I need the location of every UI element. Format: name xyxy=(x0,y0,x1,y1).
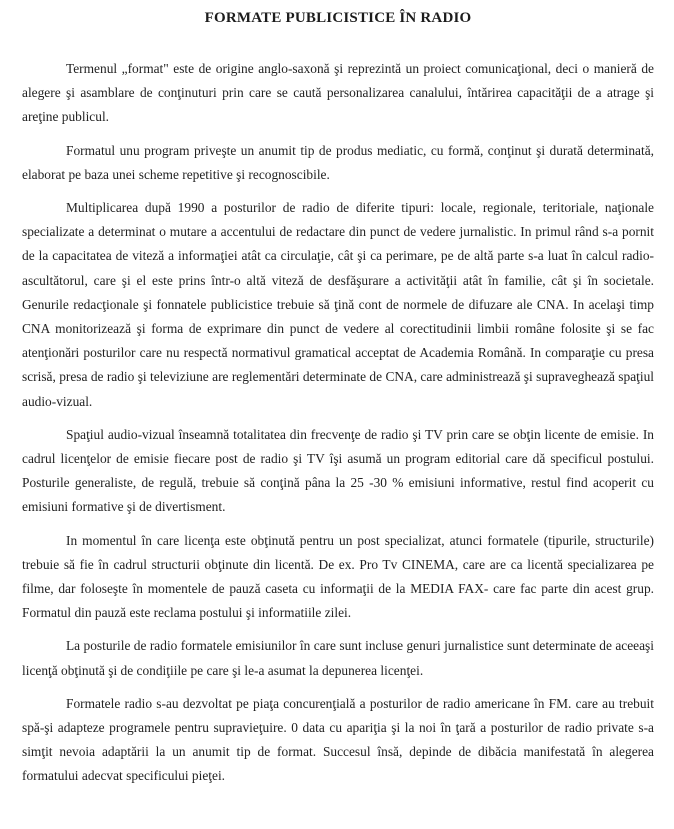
paragraph: Formatele radio s-au dezvoltat pe piaţa concurenţială a posturilor de radio americane în FM. care au trebuit spă-şi adapteze programele pentru supravieţuire. 0 data cu apariţia şi la noi în ţară a posturilor de radio private s-a simţit nevoia adaptării la un anumit tip de format. Succesul însă, depinde de dibăcia manifestată în alegerea formatului adecvat specificului pieţei. xyxy=(22,695,654,784)
paragraph: In momentul în care licenţa este obţinută pentru un post specializat, atunci formatele (tipurile, structurile) trebuie să fie în cadrul structurii obţinute din licentă. De ex. Pro Tv CINEMA, care are ca licentă specializarea pe filme, dar foloseşte în momentele de pauză caseta cu informaţii de la MEDIA FAX- care fac parte din acest grup. Formatul din pauză este reclama postului şi informatiile zilei. xyxy=(22,532,654,621)
paragraph: Formatul unu program priveşte un anumit tip de produs mediatic, cu formă, conţinut şi durată determinată, elaborat pe baza unei scheme repetitive şi recognoscibile. xyxy=(22,142,654,182)
paragraph: Termenul „format" este de origine anglo-saxonă şi reprezintă un proiect comunicaţional, deci o manieră de alegere şi asamblare de conţinuturi prin care se caută personalizarea canalului, întărirea capacităţii de a atrage şi areţine publicul. xyxy=(22,61,654,125)
document-body xyxy=(22,57,654,789)
document-title: FORMATE PUBLICISTICE ÎN RADIO xyxy=(204,10,472,26)
paragraph: Spaţiul audio-vizual înseamnă totalitatea din frecvenţe de radio şi TV prin care se obţin licente de emisie. In cadrul licenţelor de emisie fiecare post de radio şi TV îşi asumă un program editorial care dă specificul postului. Posturile generaliste, de regulă, trebuie să conţină pâna la 25 -30 % emisiuni informative, restul find acoperit cu emisiuni formative şi de divertisment. xyxy=(22,426,654,515)
paragraph: Multiplicarea după 1990 a posturilor de radio de diferite tipuri: locale, regionale, teritoriale, naţionale specializate a determinat o mutare a accentului de redactare din punct de vedere jurnalistic. In primul rând s-a pornit de la capacitatea de viteză a informaţiei atât ca circulaţie, cât şi ca perimare, pe de altă parte s-a luat în calcul radio-ascultătorul, care şi el este prins într-o altă viteză de desfăşurare a activităţii atât în familie, cât şi în societale. Genurile redacţionale şi fonnatele publicistice trebuie să ţină cont de normele de difuzare ale CNA. In acelaşi timp CNA monitorizează şi forma de exprimare din punct de vedere al corectitudinii limbii române folosite şi se fac atenţionări posturilor care nu respectă normativul gramatical acceptat de Academia Română. In comparaţie cu presa scrisă, presa de radio şi televiziune are reglementări determinate de CNA, care administrează şi supraveghează spaţiul audio-vizual. xyxy=(22,200,654,409)
paragraph: La posturile de radio formatele emisiunilor în care sunt incluse genuri jurnalistice sunt determinate de aceeaşi licenţă obţinută şi de condiţiile pe care şi le-a asumat la depunerea licenţei. xyxy=(22,638,654,678)
